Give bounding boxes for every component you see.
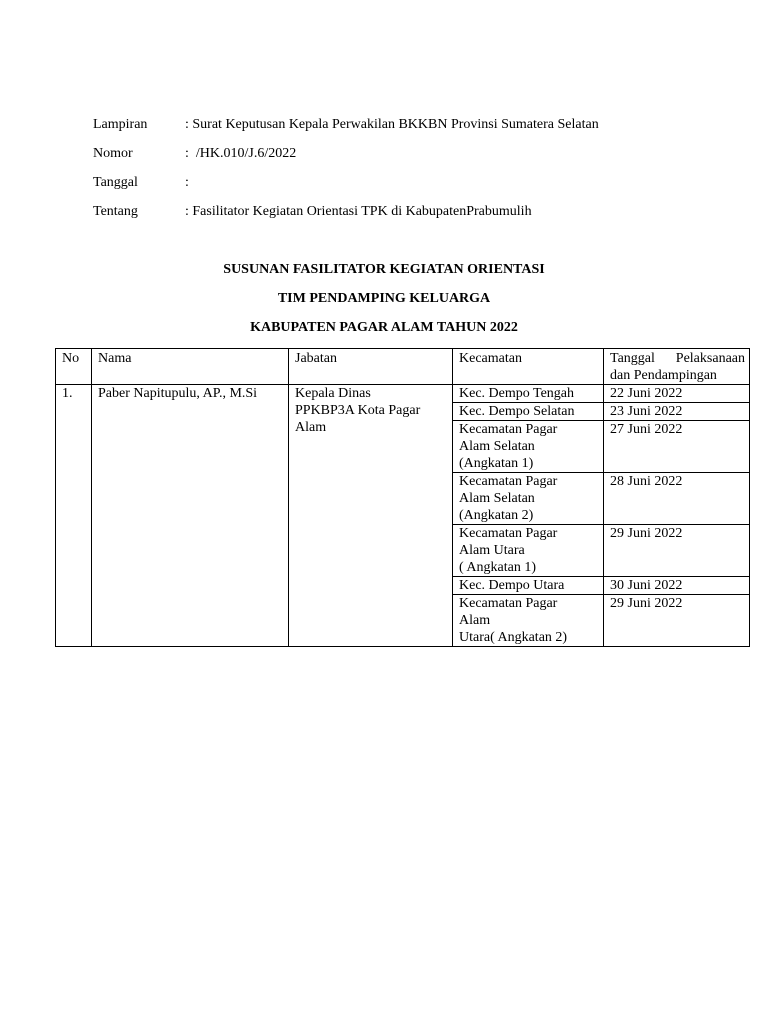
meta-value: : (185, 175, 189, 190)
kecamatan-line: Kecamatan Pagar (459, 526, 558, 541)
meta-row-tentang (93, 203, 599, 232)
cell-kecamatan (453, 595, 604, 647)
cell-kecamatan (453, 385, 604, 403)
header-tanggal-word2: Pelaksanaan (675, 351, 745, 366)
table-body (56, 385, 750, 647)
jabatan-line: PPKBP3A Kota Pagar (295, 403, 421, 418)
kecamatan-line: ( Angkatan 1) (459, 560, 536, 575)
meta-value: : /HK.010/J.6/2022 (185, 146, 297, 161)
kecamatan-line: Utara( Angkatan 2) (459, 630, 568, 645)
header-no: No (56, 349, 92, 385)
meta-label: Lampiran (93, 117, 148, 132)
kecamatan-line: Kecamatan Pagar (459, 596, 558, 611)
meta-row-tanggal (93, 174, 599, 203)
kecamatan-line: (Angkatan 1) (459, 456, 534, 471)
header-tanggal-line2: dan Pendampingan (610, 368, 717, 383)
meta-label: Tanggal (93, 175, 138, 190)
cell-no: 1. (56, 385, 92, 647)
cell-kecamatan (453, 473, 604, 525)
cell-kecamatan (453, 577, 604, 595)
kecamatan-line: Kecamatan Pagar (459, 474, 558, 489)
facilitator-table (55, 348, 750, 647)
cell-tanggal: 29 Juni 2022 (604, 525, 750, 577)
kecamatan-line: Kec. Dempo Selatan (459, 404, 575, 419)
cell-kecamatan (453, 525, 604, 577)
cell-kecamatan (453, 421, 604, 473)
meta-label: Tentang (93, 204, 138, 219)
table-row (56, 385, 750, 403)
kecamatan-line: Kec. Dempo Utara (459, 578, 565, 593)
heading-title: SUSUNAN FASILITATOR KEGIATAN ORIENTASI (223, 262, 545, 277)
header-tanggal-line1 (610, 350, 745, 367)
cell-tanggal: 29 Juni 2022 (604, 595, 750, 647)
kecamatan-line: Alam Selatan (459, 439, 535, 454)
cell-tanggal: 22 Juni 2022 (604, 385, 750, 403)
header-kecamatan: Kecamatan (453, 349, 604, 385)
jabatan-line: Alam (295, 420, 327, 435)
header-nama: Nama (92, 349, 289, 385)
meta-label: Nomor (93, 146, 133, 161)
cell-kecamatan (453, 403, 604, 421)
cell-tanggal: 27 Juni 2022 (604, 421, 750, 473)
meta-value: : Surat Keputusan Kepala Perwakilan BKKBN Provinsi Sumatera Selatan (185, 117, 599, 132)
cell-tanggal: 23 Juni 2022 (604, 403, 750, 421)
table-header-row (56, 349, 750, 385)
kecamatan-line: Alam Utara (459, 543, 525, 558)
heading-region-year: KABUPATEN PAGAR ALAM TAHUN 2022 (250, 320, 518, 335)
heading-subtitle: TIM PENDAMPING KELUARGA (277, 291, 491, 306)
header-tanggal-word1: Tanggal (610, 351, 655, 366)
kecamatan-line: Kecamatan Pagar (459, 422, 558, 437)
jabatan-line: Kepala Dinas (295, 386, 371, 401)
meta-row-nomor (93, 145, 599, 174)
meta-value: : Fasilitator Kegiatan Orientasi TPK di KabupatenPrabumulih (185, 204, 532, 219)
kecamatan-line: Kec. Dempo Tengah (459, 386, 575, 401)
kecamatan-line: Alam (459, 613, 491, 628)
document-meta (93, 116, 599, 232)
document-headings (0, 261, 768, 348)
kecamatan-line: Alam Selatan (459, 491, 535, 506)
kecamatan-line: (Angkatan 2) (459, 508, 534, 523)
cell-nama: Paber Napitupulu, AP., M.Si (92, 385, 289, 647)
cell-tanggal: 30 Juni 2022 (604, 577, 750, 595)
header-tanggal (604, 349, 750, 385)
cell-tanggal: 28 Juni 2022 (604, 473, 750, 525)
cell-jabatan (289, 385, 453, 647)
meta-row-lampiran (93, 116, 599, 145)
header-jabatan: Jabatan (289, 349, 453, 385)
